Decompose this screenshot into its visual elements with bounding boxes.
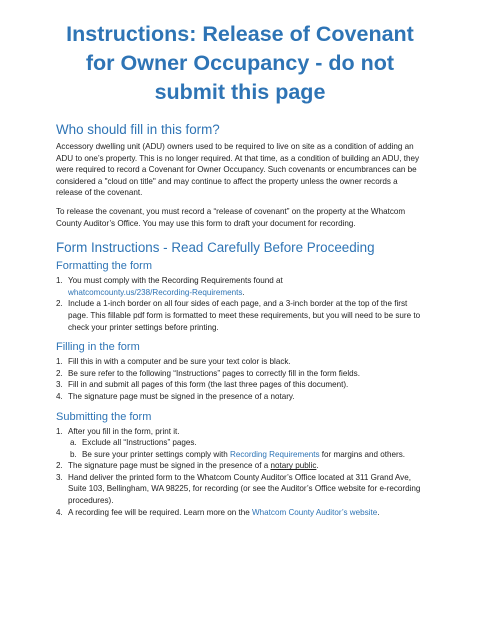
who-section [56,121,424,229]
page-title: Instructions: Release of Covenant for Owner Occupancy - do not submit this page [66,22,414,104]
notary-public-text: notary public [270,461,317,471]
list-item [56,379,424,391]
form-instructions-section [56,239,424,518]
list-text: The signature page must be signed in the presence of a [68,461,271,471]
list-text-end: . [242,287,245,297]
list-item [56,275,424,298]
submitting-sublist [68,437,424,460]
auditor-website-link[interactable]: Whatcom County Auditor’s website [252,507,378,517]
list-item [56,356,424,368]
list-number: 4. [56,391,63,401]
list-number: 3. [56,380,63,390]
list-number: 2. [56,368,63,378]
list-item [56,426,424,461]
submitting-heading: Submitting the form [56,410,152,423]
list-text: Fill in and submit all pages of this form (the last three pages of this document). [68,380,349,390]
sublist-text: Be sure your printer settings comply with [82,449,230,459]
list-number: 4. [56,507,63,517]
list-item [56,298,424,333]
list-number: 3. [56,472,63,482]
list-text-end: . [316,461,319,471]
sublist-text-end: for margins and others. [319,449,406,459]
list-text: Fill this in with a computer and be sure your text color is black. [68,357,291,367]
form-instructions-heading: Form Instructions - Read Carefully Before Proceeding [56,240,375,256]
list-item [56,472,424,507]
who-paragraph-2: To release the covenant, you must record a “release of covenant” on the property at the Whatcom County Auditor’s Office. You may use this form to draft your document for recording. [56,206,406,228]
filling-heading: Filling in the form [56,341,140,354]
list-text: A recording fee will be required. Learn more on the [68,507,253,517]
list-number: 1. [56,276,63,286]
sublist-text: Exclude all “Instructions” pages. [82,438,197,448]
who-paragraph-1: Accessory dwelling unit (ADU) owners used to be required to live on site as a condition of adding an ADU to one’s property. This is no longer required. At that time, as a condition of building an ADU, they were required to record a Covenant for Owner Occupancy. Such covenants or encumbrances can be considered a "cloud on title" and may continue to affect the property unless the owner records a release of the covenant. [56,142,420,198]
list-text: After you fill in the form, print it. [68,426,180,436]
list-item [56,507,424,519]
filling-list [56,356,424,402]
recording-requirements-link[interactable]: Recording Requirements [230,449,320,459]
formatting-heading: Formatting the form [56,260,152,273]
list-item [56,460,424,472]
list-text: Include a 1-inch border on all four sides of each page, and a 3-inch border at the top of the first page. This fillable pdf form is formatted to meet these requirements, but you will need to be sure to check your printer settings before printing. [68,299,421,332]
list-text-end: . [377,507,380,517]
list-number: 2. [56,299,63,309]
submitting-list [56,426,424,519]
recording-requirements-url-link[interactable]: whatcomcounty.us/238/Recording-Requirements [68,287,243,297]
list-item [56,391,424,403]
sublist-letter: b. [70,449,77,459]
list-text: Hand deliver the printed form to the Whatcom County Auditor’s Office located at 311 Grand Ave, Suite 103, Bellingham, WA 98225, for recording (or see the Auditor’s Office website for e-recording procedures). [68,472,421,506]
formatting-list [56,275,424,333]
sublist-letter: a. [70,438,77,448]
list-text: You must comply with the Recording Requirements found at [68,276,283,286]
list-number: 1. [56,426,63,436]
sublist-item [70,437,424,449]
sublist-item [70,449,424,461]
list-text: Be sure refer to the following “Instructions” pages to correctly fill in the form fields. [68,368,360,378]
who-heading: Who should fill in this form? [56,122,220,137]
list-text: The signature page must be signed in the presence of a notary. [68,391,295,401]
list-item [56,368,424,380]
list-number: 1. [56,357,63,367]
list-number: 2. [56,461,63,471]
